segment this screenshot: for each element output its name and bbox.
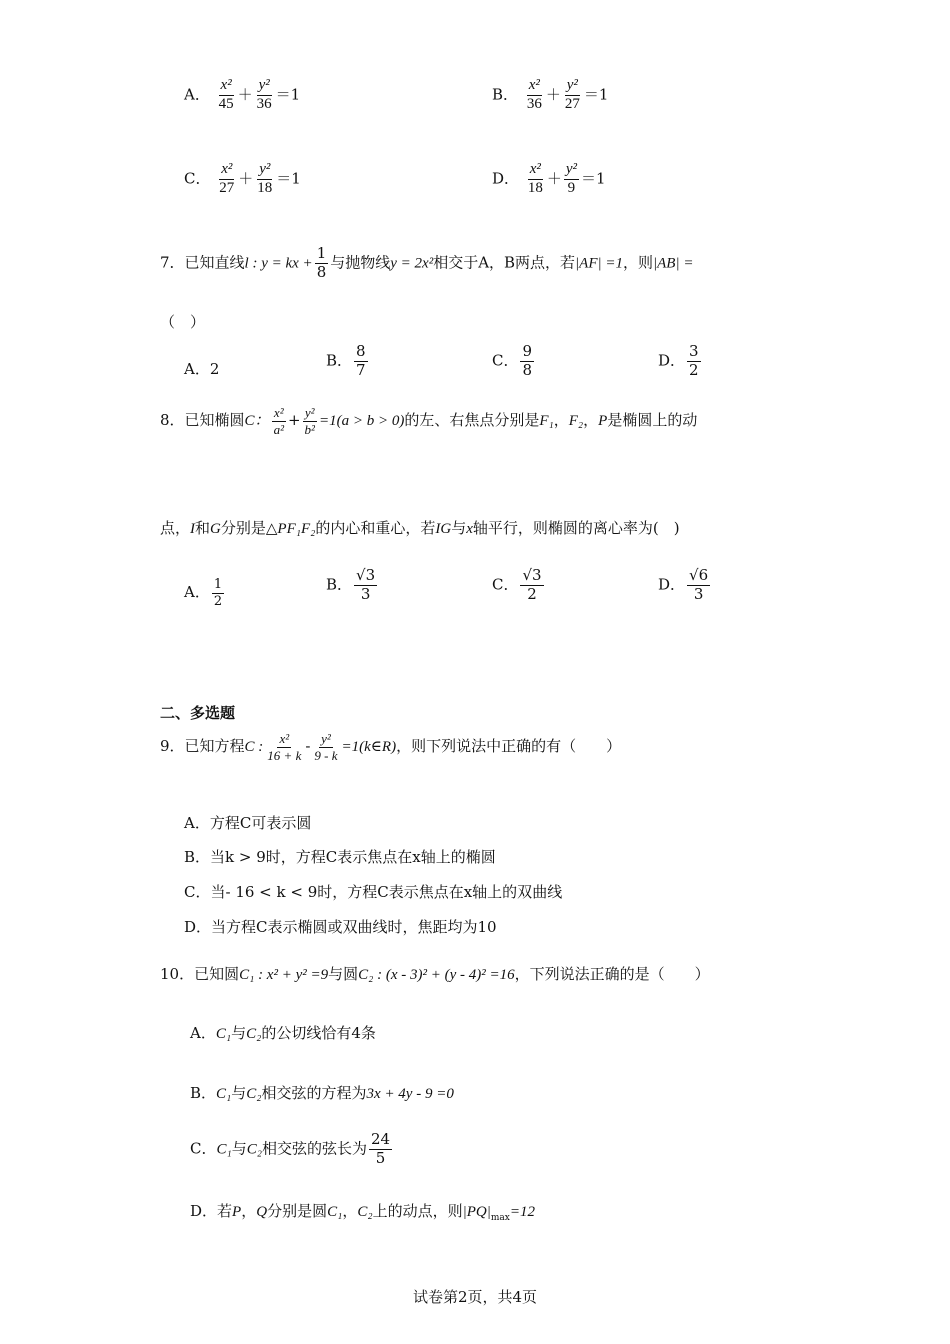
fraction: $\frac{1}{2}$: [213, 577, 223, 609]
q9-option-b: B．当k > 9时，方程C表示焦点在x轴上的椭圆: [184, 848, 496, 866]
fraction: $\frac{√6}{3}$: [689, 566, 709, 603]
fraction: $\frac{24}{5}$: [370, 1130, 391, 1167]
fraction: $\frac{\text{y²}}{18}$: [257, 161, 273, 196]
q8-option-c: C． $\frac{√3}{2}$: [492, 566, 542, 603]
fraction: $\frac{\text{x²}}{18}$: [527, 161, 543, 196]
q10-stem: 10．已知圆C₁ : x² + y² =9与圆C₂ : (x - 3)² + (y - 4)² =16，下列说法正确的是（ ）: [160, 965, 710, 983]
q9-option-c: C．当- 16 < k < 9时，方程C表示焦点在x轴上的双曲线: [184, 883, 563, 901]
q7-option-c: C． $\frac{9}{8}$: [492, 342, 533, 379]
fraction: $\frac{\text{x²}}{45}$: [218, 77, 234, 112]
q6-option-c: C． $\frac{\text{x²}}{27}$ ＋ $\frac{\text{y²}}{18}$ ＝1: [184, 161, 301, 196]
q8-option-b: B． $\frac{√3}{3}$: [326, 566, 376, 603]
fraction: $\frac{\text{x²}}{27}$: [219, 161, 235, 196]
q10-option-d: D．若P，Q分别是圆C₁，C₂上的动点，则$|PQ|_{max}=12$: [190, 1202, 535, 1223]
q7-paren: （ ）: [160, 313, 206, 331]
fraction: $\frac{\text{x²}}{36}$: [526, 77, 542, 112]
q9-option-d: D．当方程C表示椭圆或双曲线时，焦距均为10: [184, 918, 497, 936]
fraction: $\frac{\text{y²}}{9}$: [565, 161, 577, 196]
fraction: $\frac{\text{x²}}{\text{a²}}$: [273, 405, 284, 437]
q9-stem: 9．已知方程C : $\frac{\text{x²}}{16 + k}$ - $\frac{\text{y²}}{9 - k}$ =1(k∈R)，则下列说法中正确的有（ ）: [160, 731, 622, 763]
fraction: $\frac{\text{y²}}{27}$: [564, 77, 580, 112]
q7-option-a: A．2: [184, 360, 220, 378]
fraction: $\frac{√3}{2}$: [522, 566, 542, 603]
fraction: $\frac{9}{8}$: [522, 342, 533, 379]
fraction: $\frac{\text{x²}}{16 + k}$: [267, 731, 302, 763]
fraction: $\frac{1}{8}$: [316, 244, 327, 281]
page-footer: 试卷第2页，共4页: [412, 1288, 538, 1306]
q7-stem: 7．已知直线l : y = kx + $\frac{1}{8}$ 与抛物线y = 2x²相交于A，B两点，若|AF| =1，则|AB| =: [160, 244, 694, 281]
q6-option-b: B． $\frac{\text{x²}}{36}$ ＋ $\frac{\text{y²}}{27}$ ＝1: [492, 77, 609, 112]
q10-option-b: B．C₁与C₂相交弦的方程为3x + 4y - 9 =0: [190, 1084, 454, 1102]
q7-option-d: D． $\frac{3}{2}$: [658, 342, 699, 379]
q10-option-a: A．C₁与C₂的公切线恰有4条: [190, 1024, 376, 1042]
fraction: $\frac{\text{y²}}{9 - k}$: [314, 731, 338, 763]
q10-option-c: C．C₁与C₂相交弦的弦长为 $\frac{24}{5}$: [190, 1130, 391, 1167]
q9-option-a: A．方程C可表示圆: [184, 814, 312, 832]
q8-stem-line1: 8．已知椭圆C： $\frac{\text{x²}}{\text{a²}}$ + $\frac{\text{y²}}{\text{b²}}$ =1(a > b > 0)的左、右焦点分别是F₁，F₂，P是椭圆上的动: [160, 405, 698, 437]
q6-option-d: D． $\frac{\text{x²}}{18}$ ＋ $\frac{\text{y²}}{9}$ ＝1: [492, 161, 606, 196]
section-heading: 二、多选题: [160, 704, 236, 722]
fraction: $\frac{\text{y²}}{\text{b²}}$: [304, 405, 315, 437]
q8-stem-line2: 点，I和G分别是△PF₁F₂的内心和重心，若IG与x轴平行，则椭圆的离心率为( ): [160, 519, 680, 537]
fraction: $\frac{8}{7}$: [356, 342, 366, 379]
fraction: $\frac{\text{y²}}{36}$: [256, 77, 272, 112]
q6-option-a: A． $\frac{\text{x²}}{45}$ ＋ $\frac{\text{y²}}{36}$ ＝1: [184, 77, 301, 112]
q8-option-d: D． $\frac{√6}{3}$: [658, 566, 709, 603]
fraction: $\frac{√3}{3}$: [356, 566, 376, 603]
q7-option-b: B． $\frac{8}{7}$: [326, 342, 366, 379]
fraction: $\frac{3}{2}$: [689, 342, 699, 379]
q8-option-a: A． $\frac{1}{2}$: [184, 577, 223, 609]
